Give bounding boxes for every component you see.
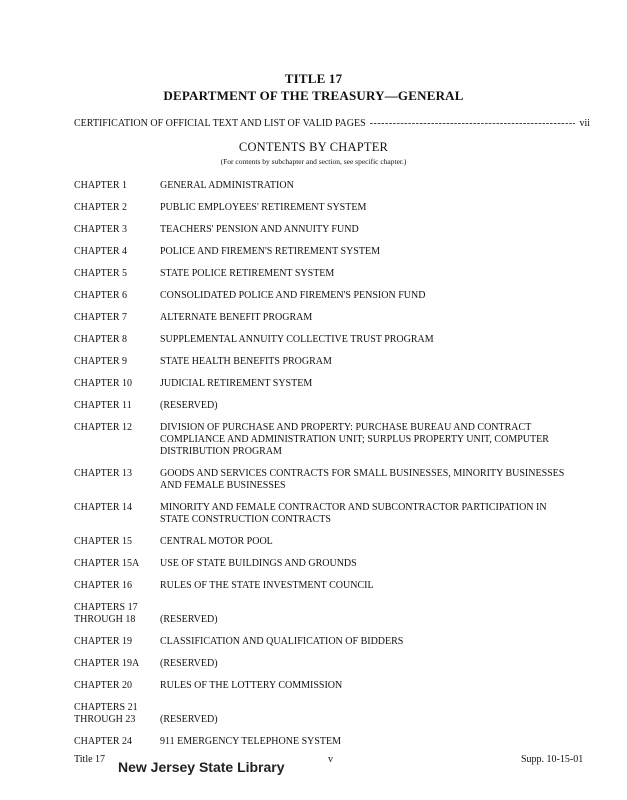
chapter-title: RULES OF THE STATE INVESTMENT COUNCIL bbox=[160, 580, 374, 591]
chapter-title: STATE HEALTH BENEFITS PROGRAM bbox=[160, 356, 332, 367]
chapter-row bbox=[74, 224, 594, 236]
contents-note: (For contents by subchapter and section, see specific chapter.) bbox=[220, 157, 407, 166]
chapter-title: MINORITY AND FEMALE CONTRACTOR AND SUBCONTRACTOR PARTICIPATION IN STATE CONSTRUCTION CONTRACTS bbox=[160, 502, 547, 525]
chapter-row bbox=[74, 268, 594, 280]
chapter-number: CHAPTERS 21 THROUGH 23 bbox=[74, 702, 138, 725]
chapter-number: CHAPTER 20 bbox=[74, 680, 133, 691]
chapter-title: SUPPLEMENTAL ANNUITY COLLECTIVE TRUST PROGRAM bbox=[160, 334, 434, 345]
chapter-title: JUDICIAL RETIREMENT SYSTEM bbox=[160, 378, 313, 389]
chapter-row bbox=[74, 502, 594, 526]
chapter-row bbox=[74, 468, 594, 492]
chapter-row bbox=[74, 356, 594, 368]
chapter-row bbox=[74, 602, 594, 626]
chapter-title: (RESERVED) bbox=[160, 658, 218, 669]
chapter-number: CHAPTER 15 bbox=[74, 536, 133, 547]
chapter-row bbox=[74, 202, 594, 214]
contents-heading: CONTENTS BY CHAPTER bbox=[238, 140, 389, 154]
chapter-number: CHAPTERS 17 THROUGH 18 bbox=[74, 602, 138, 625]
chapter-number: CHAPTER 16 bbox=[74, 580, 133, 591]
chapter-title: USE OF STATE BUILDINGS AND GROUNDS bbox=[160, 558, 357, 569]
chapter-row bbox=[74, 312, 594, 324]
chapter-row bbox=[74, 736, 594, 748]
chapter-title: (RESERVED) bbox=[160, 714, 218, 725]
chapter-number: CHAPTER 14 bbox=[74, 502, 133, 513]
chapter-title: CENTRAL MOTOR POOL bbox=[160, 536, 273, 547]
chapter-row bbox=[74, 702, 594, 726]
footer-title: Title 17 bbox=[74, 754, 106, 765]
chapter-title: CLASSIFICATION AND QUALIFICATION OF BIDDERS bbox=[160, 636, 404, 647]
chapter-title: (RESERVED) bbox=[160, 400, 218, 411]
chapter-title: RULES OF THE LOTTERY COMMISSION bbox=[160, 680, 343, 691]
title-number: TITLE 17 bbox=[284, 71, 343, 86]
chapter-row bbox=[74, 680, 594, 692]
chapter-number: CHAPTER 8 bbox=[74, 334, 128, 345]
chapter-row bbox=[74, 658, 594, 670]
chapter-title: ALTERNATE BENEFIT PROGRAM bbox=[160, 312, 313, 323]
chapter-number: CHAPTER 19 bbox=[74, 636, 133, 647]
chapter-row bbox=[74, 636, 594, 648]
chapter-number: CHAPTER 12 bbox=[74, 422, 133, 433]
chapter-number: CHAPTER 1 bbox=[74, 180, 128, 191]
chapter-number: CHAPTER 9 bbox=[74, 356, 128, 367]
chapter-number: CHAPTER 13 bbox=[74, 468, 133, 479]
supplement-date: Supp. 10-15-01 bbox=[521, 754, 584, 765]
chapter-row bbox=[74, 536, 594, 548]
leader-dots bbox=[370, 118, 576, 129]
chapter-title: TEACHERS' PENSION AND ANNUITY FUND bbox=[160, 224, 359, 235]
chapter-number: CHAPTER 5 bbox=[74, 268, 128, 279]
chapter-row bbox=[74, 580, 594, 592]
chapter-number: CHAPTER 4 bbox=[74, 246, 128, 257]
chapter-title: CONSOLIDATED POLICE AND FIREMEN'S PENSION FUND bbox=[160, 290, 426, 301]
chapter-row bbox=[74, 378, 594, 390]
chapter-title: 911 EMERGENCY TELEPHONE SYSTEM bbox=[160, 736, 342, 747]
chapter-number: CHAPTER 2 bbox=[74, 202, 128, 213]
chapter-title: GOODS AND SERVICES CONTRACTS FOR SMALL BUSINESSES, MINORITY BUSINESSES AND FEMALE BUSINESSES bbox=[160, 468, 565, 491]
certification-page: vii bbox=[579, 118, 590, 129]
chapter-row bbox=[74, 334, 594, 346]
chapter-title: GENERAL ADMINISTRATION bbox=[160, 180, 294, 191]
chapter-number: CHAPTER 19A bbox=[74, 658, 140, 669]
page-number: v bbox=[328, 754, 333, 765]
chapter-title: POLICE AND FIREMEN'S RETIREMENT SYSTEM bbox=[160, 246, 380, 257]
chapter-row bbox=[74, 400, 594, 412]
title-name: DEPARTMENT OF THE TREASURY—GENERAL bbox=[163, 88, 464, 103]
chapter-row bbox=[74, 180, 594, 192]
library-stamp: New Jersey State Library bbox=[118, 759, 285, 775]
chapter-title: DIVISION OF PURCHASE AND PROPERTY: PURCHASE BUREAU AND CONTRACT COMPLIANCE AND ADMINISTRATION UNIT; SURPLUS PROPERTY UNIT, COMPUTER DISTRIBUTION PROGRAM bbox=[160, 422, 549, 457]
certification-line bbox=[74, 118, 590, 129]
chapter-row bbox=[74, 422, 594, 458]
chapter-row bbox=[74, 558, 594, 570]
chapter-title: (RESERVED) bbox=[160, 614, 218, 625]
chapter-title: STATE POLICE RETIREMENT SYSTEM bbox=[160, 268, 335, 279]
chapter-title: PUBLIC EMPLOYEES' RETIREMENT SYSTEM bbox=[160, 202, 367, 213]
chapter-row bbox=[74, 246, 594, 258]
certification-label: CERTIFICATION OF OFFICIAL TEXT AND LIST OF VALID PAGES bbox=[74, 118, 366, 129]
chapter-number: CHAPTER 10 bbox=[74, 378, 133, 389]
chapter-number: CHAPTER 6 bbox=[74, 290, 128, 301]
chapter-number: CHAPTER 24 bbox=[74, 736, 133, 747]
chapter-number: CHAPTER 15A bbox=[74, 558, 140, 569]
chapter-number: CHAPTER 7 bbox=[74, 312, 128, 323]
chapter-list bbox=[74, 180, 594, 758]
chapter-number: CHAPTER 11 bbox=[74, 400, 132, 411]
chapter-number: CHAPTER 3 bbox=[74, 224, 128, 235]
chapter-row bbox=[74, 290, 594, 302]
